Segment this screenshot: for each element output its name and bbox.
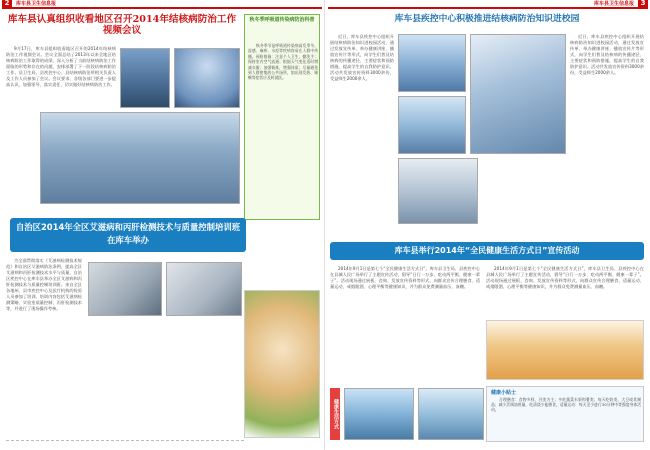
right-infobox xyxy=(486,386,644,442)
right-page-number: 3 xyxy=(638,0,648,8)
right-headline-1: 库车县疾控中心积极推进结核病防治知识进校园 xyxy=(394,14,580,24)
right-vertical-tag: 健康生活方式 xyxy=(330,388,340,440)
left-sidebar xyxy=(244,14,320,220)
left-page-number: 2 xyxy=(2,0,12,8)
right-article-2-col-1 xyxy=(330,266,480,382)
left-photo-lab-1 xyxy=(88,262,162,316)
right-article-2-text-cont: 2014年9月1日是第七个“全民健康生活方式日”，库车县卫生局、县疾控中心在县城人民广场举行了主题宣传活动，倡导“日行一万步、吃动两平衡、健康一辈子”。活动现场通过展板、咨询、发放宣传资料等形式，向群众宣传合理膳食、适量运动、戒烟限酒、心理平衡等健康知识，并为群众免费测量血压、血糖。 xyxy=(486,266,644,289)
right-article-1-col-3 xyxy=(570,34,644,234)
right-photo-school-1 xyxy=(398,34,466,92)
right-photo-students xyxy=(470,34,566,154)
left-photo-screen xyxy=(174,48,240,108)
left-footer-rule xyxy=(6,440,244,441)
sidebar-body xyxy=(248,43,318,217)
infobox-title: 健康小贴士 xyxy=(491,390,517,396)
left-article-1-text: 9月17日，库车县组织收看地区召开的2014年结核病防治工作视频会议。会议全面总结了2013年以来全地区结核病防治工作取得的成绩，深入分析了当前结核病防治工作面临的形势和存在的问题，安排部署了下一阶段结核病防治工作。县卫生局、县疾控中心、县结核病防治所相关负责人及工作人员参加了会议。会议要求，各级各部门要进一步提高认识，加强领导，落实责任，切实做好结核病防治工作。 xyxy=(6,46,116,87)
infobox-body xyxy=(491,397,641,439)
infobox-text: 合理膳食：食物多样，谷类为主；多吃蔬菜水果和薯类；每天吃奶类、大豆或其制品；减少烹调油用量，吃清淡少盐膳食。适量运动：每天至少进行30分钟中等强度身体活动。 xyxy=(491,397,641,413)
page-gutter xyxy=(324,0,325,450)
right-photo-event-1 xyxy=(344,388,414,440)
right-article-1-text-cont: 近日，库车县疾控中心组织开展结核病防治知识进校园活动，通过发放宣传单、举办健康讲座、播放宣传片等形式，向学生们普及结核病的传播途径、主要症状和预防措施，提高学生的自我防护意识。活动共发放宣传资料3000余份，受益师生2000余人。 xyxy=(570,34,644,75)
right-headline-2: 库车县举行2014年“全民健康生活方式日”宣传活动 xyxy=(330,242,644,260)
left-photo-conference xyxy=(40,112,240,204)
left-photo-lab-2 xyxy=(166,262,242,316)
right-photo-school-2 xyxy=(398,96,466,154)
right-article-1-text: 近日，库车县疾控中心组织开展结核病防治知识进校园活动，通过发放宣传单、举办健康讲座、播放宣传片等形式，向学生们普及结核病的传播途径、主要症状和预防措施，提高学生的自我防护意识。活动共发放宣传资料3000余份，受益师生2000余人。 xyxy=(330,34,394,81)
right-photo-classroom xyxy=(398,158,478,224)
left-paper-name: 库车县卫生信息报 xyxy=(16,1,57,7)
left-headline-1: 库车县认真组织收看地区召开2014年结核病防治工作视频会议 xyxy=(7,14,237,37)
left-photo-food xyxy=(244,290,320,438)
right-photo-event-2 xyxy=(418,388,484,440)
right-paper-name: 库车县卫生信息报 xyxy=(593,1,634,7)
left-photo-meeting xyxy=(120,48,170,108)
right-article-1-col-1 xyxy=(330,34,394,234)
left-running-header xyxy=(2,0,322,9)
left-article-2-text: 为全面贯彻落实《艾滋病检测技术规范》和自治区艾滋病防治条例，提高全区艾滋病和丙肝检测技术水平与质量，自治区疾控中心在库车县举办全区艾滋病和丙肝检测技术与质量控制培训班。来自全区各地州、县市疾控中心及医疗机构的检验人员参加了培训。培训内容包括艾滋病检测策略、实验室质量控制、丙肝检测技术等，并进行了现场操作考核。 xyxy=(6,258,82,311)
left-headline-2: 自治区2014年全区艾滋病和丙肝检测技术与质量控制培训班在库车举办 xyxy=(10,218,246,252)
right-article-2-col-2 xyxy=(486,266,644,316)
left-article-2-col-1 xyxy=(6,258,82,446)
sidebar-text: 秋冬季节是呼吸道传染病高发季节，流感、麻疹、水痘等疾病容易在人群中传播。预防措施：注意个人卫生，勤洗手；保持室内空气流通；根据天气变化适时增减衣服；加强锻炼，增强体质；尽量避免到人群密集的公共场所，如出现发热、咳嗽等症状应及时就医。 xyxy=(248,43,318,81)
right-article-2-text: 2014年9月1日是第七个“全民健康生活方式日”，库车县卫生局、县疾控中心在县城人民广场举行了主题宣传活动，倡导“日行一万步、吃动两平衡、健康一辈子”。活动现场通过展板、咨询、发放宣传资料等形式，向群众宣传合理膳食、适量运动、戒烟限酒、心理平衡等健康知识，并为群众免费测量血压、血糖。 xyxy=(330,266,480,289)
sidebar-title: 秋冬季呼吸道传染病防治科普 xyxy=(249,17,315,23)
right-running-header xyxy=(328,0,648,9)
right-photo-campaign xyxy=(486,320,644,380)
